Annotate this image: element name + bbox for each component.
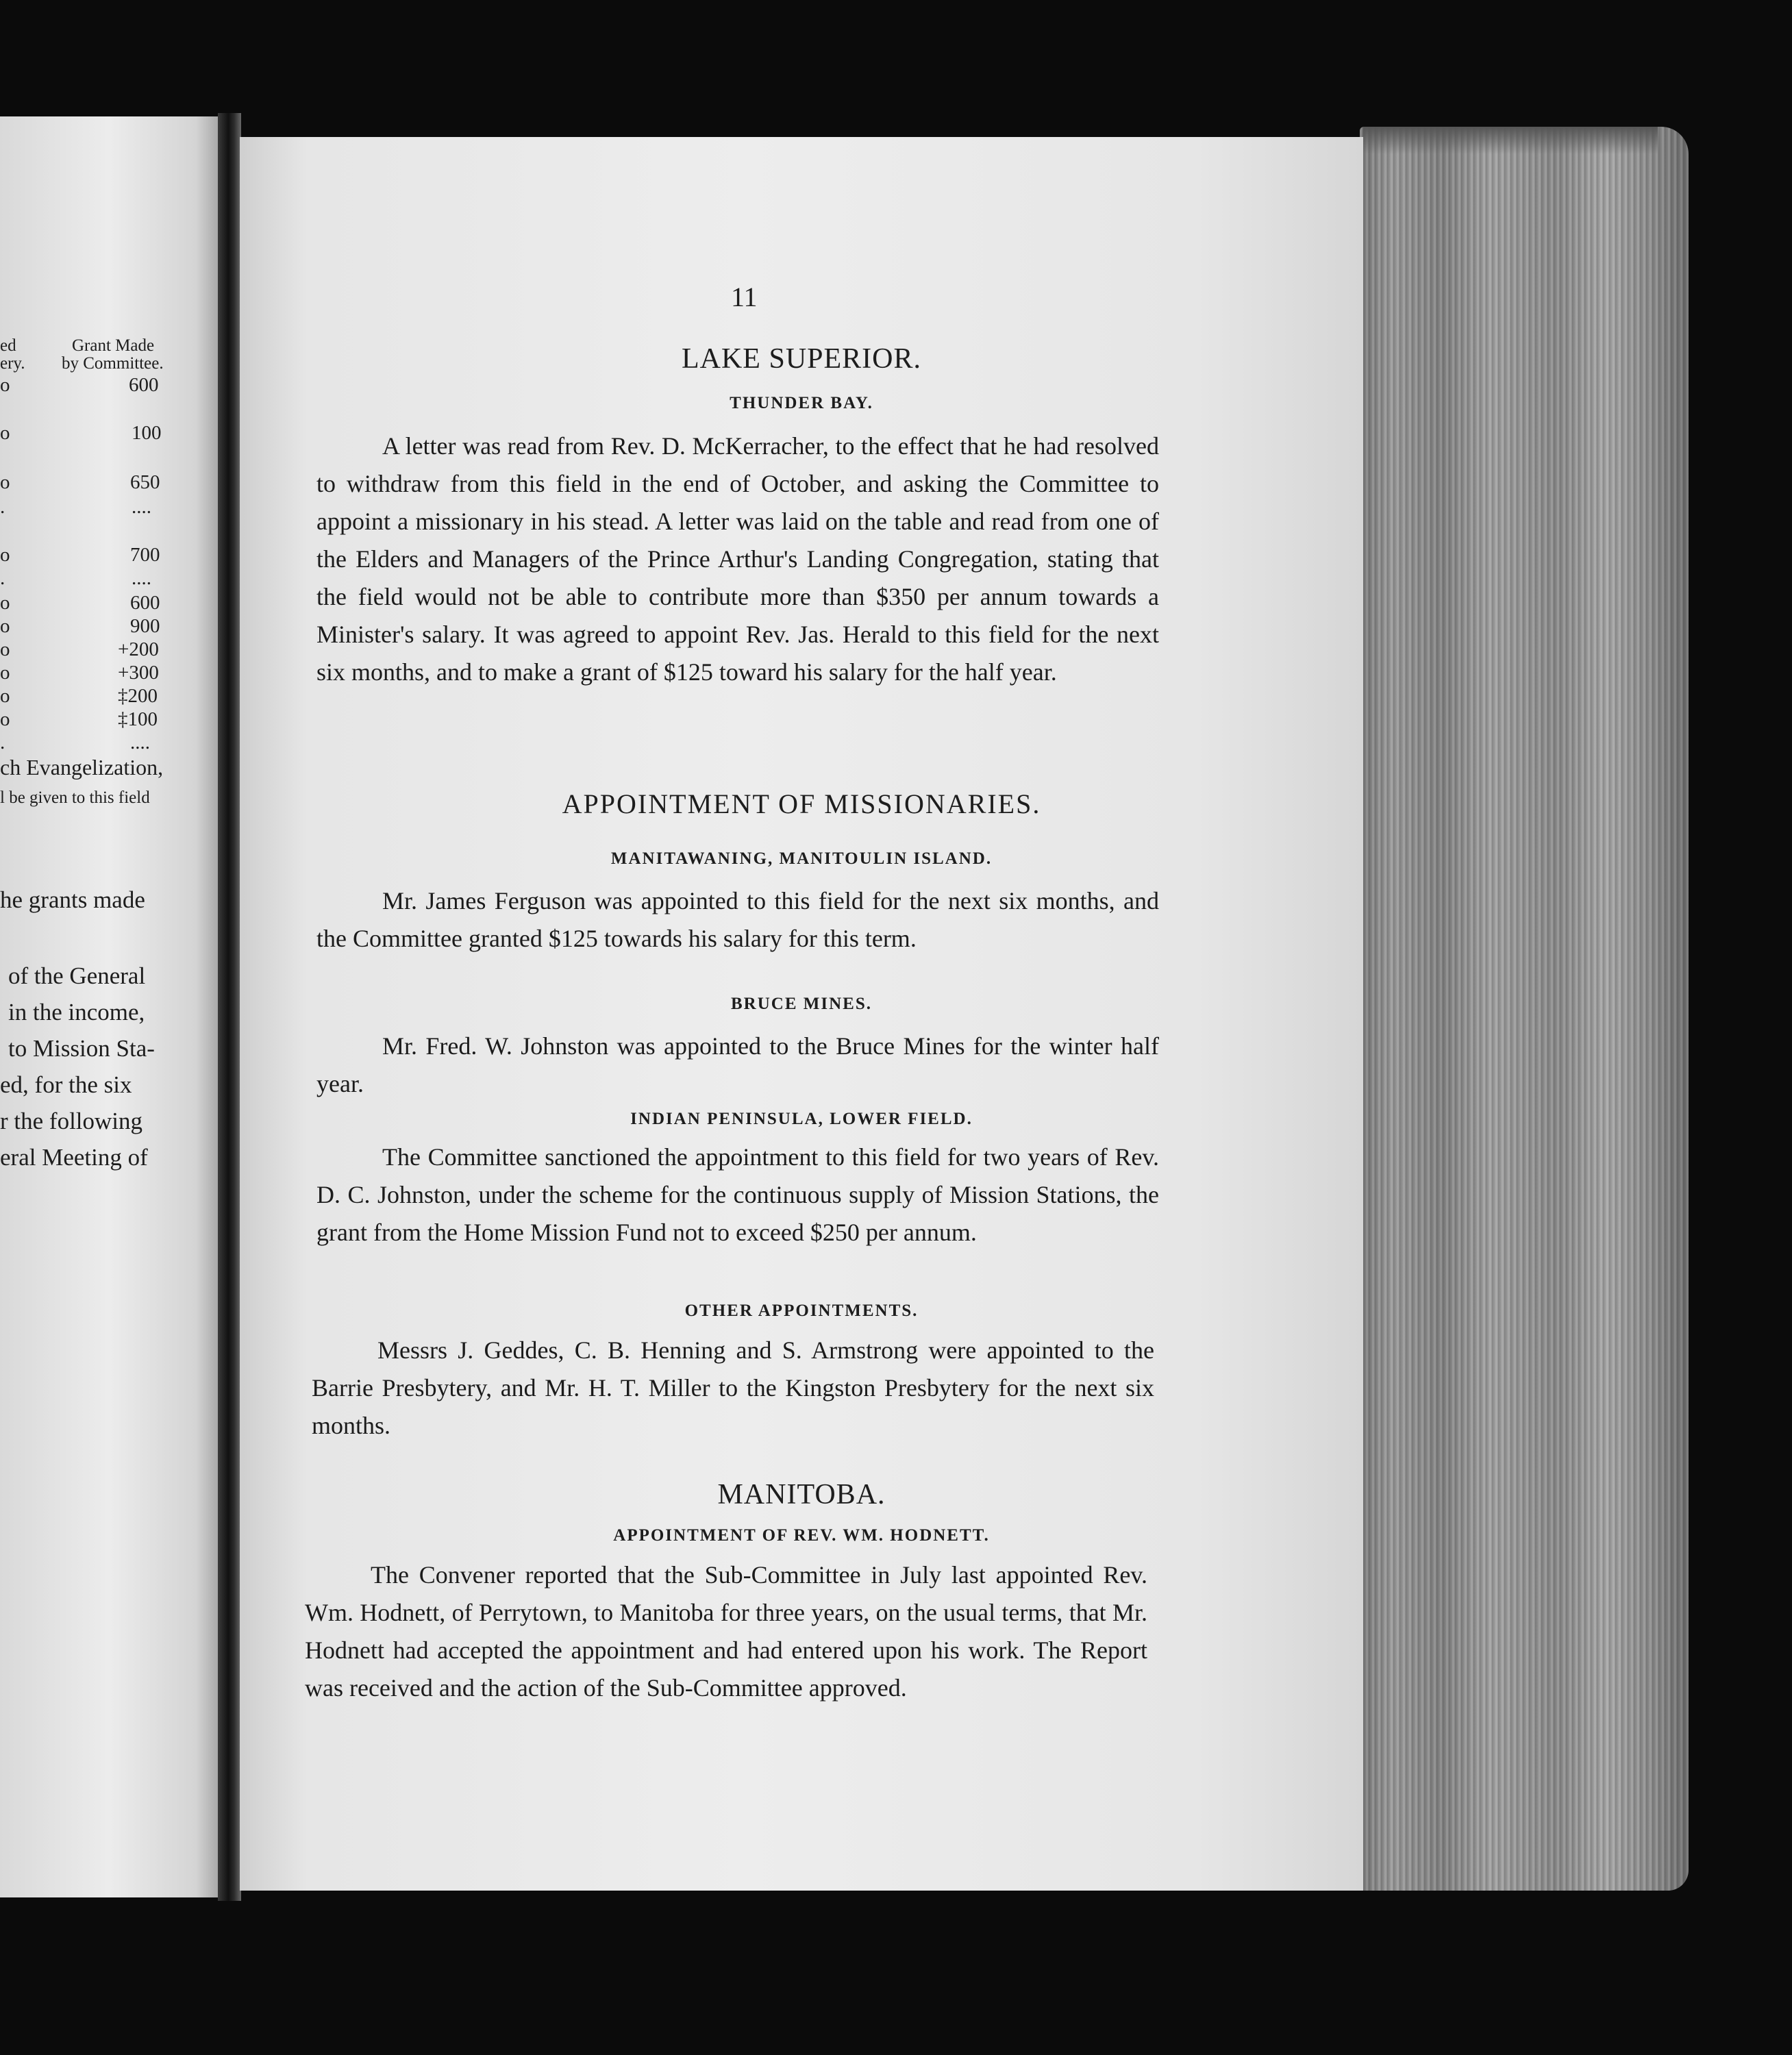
left-col1-value: o [0,422,10,444]
left-col1-value: . [0,732,5,754]
left-text-line: ed, for the six [0,1071,132,1098]
left-text-line: of the General [8,962,146,989]
left-col2-value: 600 [130,592,160,614]
section-heading-manitoba: MANITOBA. [717,1479,886,1510]
left-col2-value: 100 [132,422,162,444]
left-col2-value: 900 [130,615,160,637]
subheading-indian-peninsula: INDIAN PENINSULA, LOWER FIELD. [630,1110,973,1128]
left-footnote-line: ch Evangelization, [0,755,164,780]
paragraph-thunder-bay: A letter was read from Rev. D. McKerracher, to the effect that he had resolved to withdraw from this field in the end of October, and asking the Committee to appoint a missionary in his stead. A letter was laid on the table and read from one of the Elders and Managers of the Prince Arthur's Landing Congregation, stating that the field would not be able to contribute more than $350 per annum towards a Minister's salary. It was agreed to appoint Rev. Jas. Herald to this field for the next six months, and to make a grant of $125 toward his salary for the half year. [316,432,1159,686]
subheading-thunder-bay: THUNDER BAY. [730,394,873,412]
left-text-line: in the income, [8,999,145,1025]
page-edges [1360,127,1689,1891]
left-col1-header-line2: ery. [0,354,25,373]
left-col1-value: o [0,615,10,637]
left-col1-value: . [0,567,5,589]
left-text-line: to Mission Sta- [8,1035,155,1062]
left-text-line: r the following [0,1108,143,1134]
left-col2-value: +300 [118,662,159,684]
left-col1-value: o [0,662,10,684]
left-col2-value: .... [132,567,151,589]
left-col2-value: 600 [129,374,159,396]
left-col1-value: o [0,592,10,614]
left-col1-value: o [0,471,10,493]
left-text-line: eral Meeting of [0,1144,148,1171]
left-text-line: he grants made [0,886,145,913]
paragraph-hodnett: The Convener reported that the Sub-Committee in July last appointed Rev. Wm. Hodnett, of Perrytown, to Manitoba for three years, on the usual terms, that Mr. Hodnett had accepted the appointment and had entered upon his work. The Report was received and the action of the Sub-Committee approved. [305,1561,1147,1702]
subheading-bruce-mines: BRUCE MINES. [731,995,872,1013]
section-heading-appointment-of-missionaries: APPOINTMENT OF MISSIONARIES. [562,788,1041,819]
subheading-manitawaning: MANITAWANING, MANITOULIN ISLAND. [610,849,993,868]
left-col2-value: ‡100 [118,708,158,730]
left-col1-value: o [0,685,10,707]
left-col1-value: o [0,374,10,396]
left-col2-value: 650 [130,471,160,493]
left-col2-value: +200 [118,638,159,660]
left-col2-value: ‡200 [118,685,158,707]
left-col2-value: .... [130,732,150,754]
left-col1-value: o [0,544,10,566]
book-gutter [218,113,241,1901]
page-number: 11 [731,282,758,312]
page-edges-shadow [1363,127,1658,154]
left-col2-header-line1: Grant Made [72,336,155,355]
left-col1-value: o [0,708,10,730]
left-col2-value: 700 [130,544,160,566]
paragraph-other-appointments: Messrs J. Geddes, C. B. Henning and S. Armstrong were appointed to the Barrie Presbytery, and Mr. H. T. Miller to the Kingston Presbytery for the next six months. [312,1336,1154,1439]
paragraph-indian-peninsula: The Committee sanctioned the appointment to this field for two years of Rev. D. C. Johnston, under the scheme for the continuous supply of Mission Stations, the grant from the Home Mission Fund not to exceed $250 per annum. [316,1143,1159,1246]
section-heading-lake-superior: LAKE SUPERIOR. [681,343,922,375]
left-col1-header-line1: ed [0,336,16,355]
paragraph-bruce-mines: Mr. Fred. W. Johnston was appointed to the Bruce Mines for the winter half year. [316,1032,1159,1097]
left-col2-header-line2: by Committee. [62,354,164,373]
left-footnote-line: l be given to this field [0,788,150,807]
paragraph-manitawaning: Mr. James Ferguson was appointed to this field for the next six months, and the Committee granted $125 towards his salary for this term. [316,887,1159,952]
left-col2-value: .... [132,496,151,518]
left-col1-value: . [0,496,5,518]
subheading-hodnett: APPOINTMENT OF REV. WM. HODNETT. [613,1526,990,1545]
subheading-other-appointments: OTHER APPOINTMENTS. [684,1302,919,1320]
left-col1-value: o [0,638,10,660]
